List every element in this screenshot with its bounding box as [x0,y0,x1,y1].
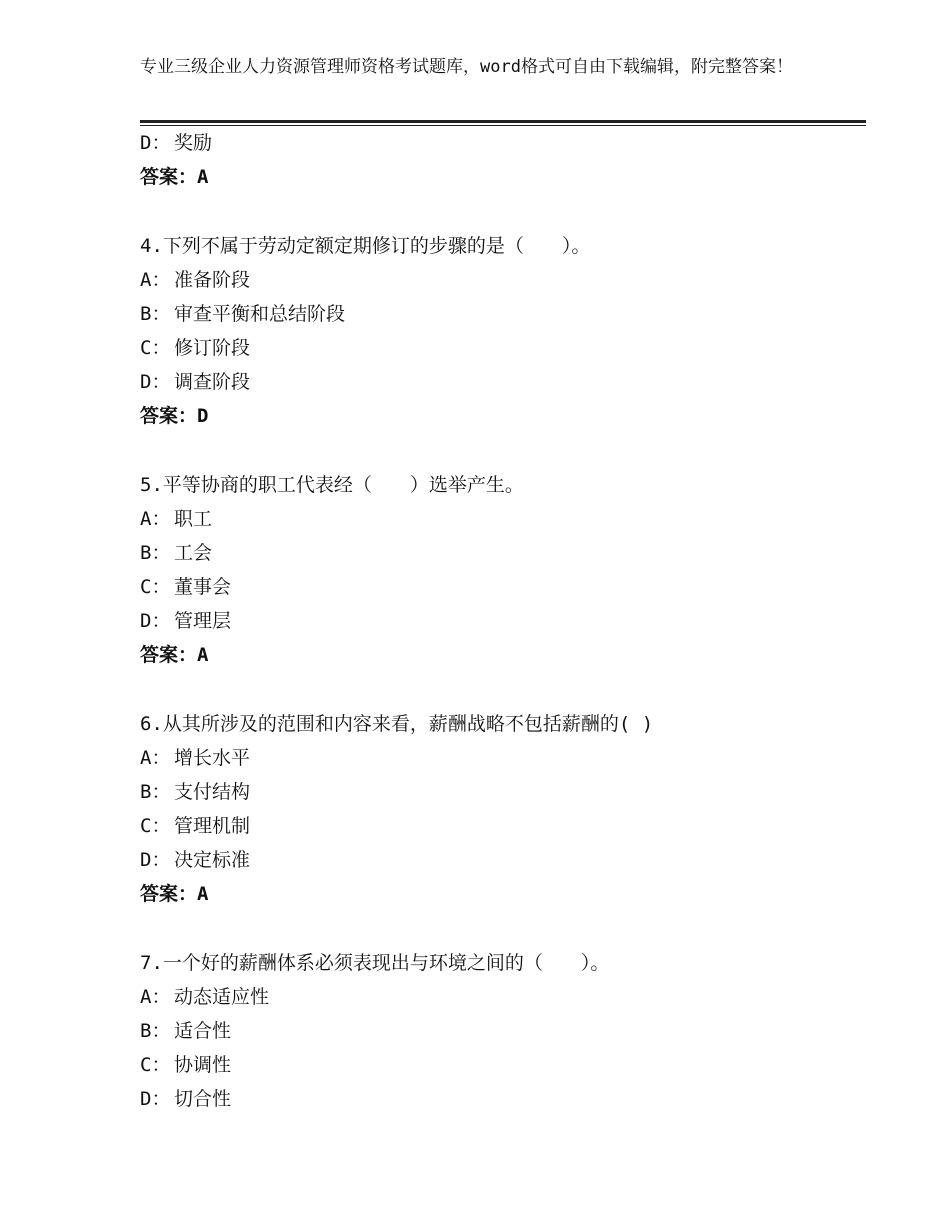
question-stem: 7.一个好的薪酬体系必须表现出与环境之间的（ ）。 [140,952,610,974]
answer-label: 答案：A [140,883,209,905]
option-key: D： [140,132,171,154]
document-header: 专业三级企业人力资源管理师资格考试题库，word格式可自由下载编辑，附完整答案！ [140,57,793,77]
option-key: D： [140,849,171,871]
option-a [140,506,212,532]
option-key: A： [140,747,171,769]
answer-label: 答案：A [140,166,209,188]
option-a [140,984,269,1010]
option-key: D： [140,610,171,632]
option-b [140,540,212,566]
option-key: D： [140,1088,171,1110]
option-b [140,1018,231,1044]
option-text: 审查平衡和总结阶段 [174,303,346,325]
option-d [140,1086,231,1112]
header-divider-thin [140,125,866,126]
answer-label: 答案：A [140,644,209,666]
option-text: 动态适应性 [174,986,270,1008]
question-stem: 5.平等协商的职工代表经（ ）选举产生。 [140,474,524,496]
option-b [140,301,345,327]
option-key: C： [140,576,171,598]
option-d [140,369,250,395]
option-text: 奖励 [174,132,213,154]
option-text: 准备阶段 [174,269,251,291]
question-stem: 6.从其所涉及的范围和内容来看，薪酬战略不包括薪酬的( ) [140,713,654,735]
option-text: 管理层 [174,610,232,632]
header-divider-thick [140,120,866,123]
option-key: A： [140,508,171,530]
question-stem: 4.下列不属于劳动定额定期修订的步骤的是（ ）。 [140,235,591,257]
option-text: 调查阶段 [174,371,251,393]
option-key: B： [140,1020,171,1042]
option-key: B： [140,542,171,564]
option-text: 增长水平 [174,747,251,769]
option-text: 决定标准 [174,849,251,871]
option-key: B： [140,303,171,325]
option-key: A： [140,269,171,291]
option-d [140,130,212,156]
option-a [140,267,250,293]
option-key: C： [140,815,171,837]
option-text: 董事会 [174,576,232,598]
option-c [140,574,231,600]
option-b [140,779,250,805]
option-key: C： [140,337,171,359]
option-d [140,847,250,873]
option-key: A： [140,986,171,1008]
option-key: B： [140,781,171,803]
option-c [140,335,250,361]
option-d [140,608,231,634]
option-text: 职工 [174,508,213,530]
option-text: 工会 [174,542,213,564]
option-text: 适合性 [174,1020,232,1042]
option-key: D： [140,371,171,393]
option-text: 协调性 [174,1054,232,1076]
option-text: 修订阶段 [174,337,251,359]
option-text: 支付结构 [174,781,251,803]
option-text: 管理机制 [174,815,251,837]
option-key: C： [140,1054,171,1076]
option-a [140,745,250,771]
option-c [140,813,250,839]
answer-label: 答案：D [140,405,209,427]
option-c [140,1052,231,1078]
option-text: 切合性 [174,1088,232,1110]
